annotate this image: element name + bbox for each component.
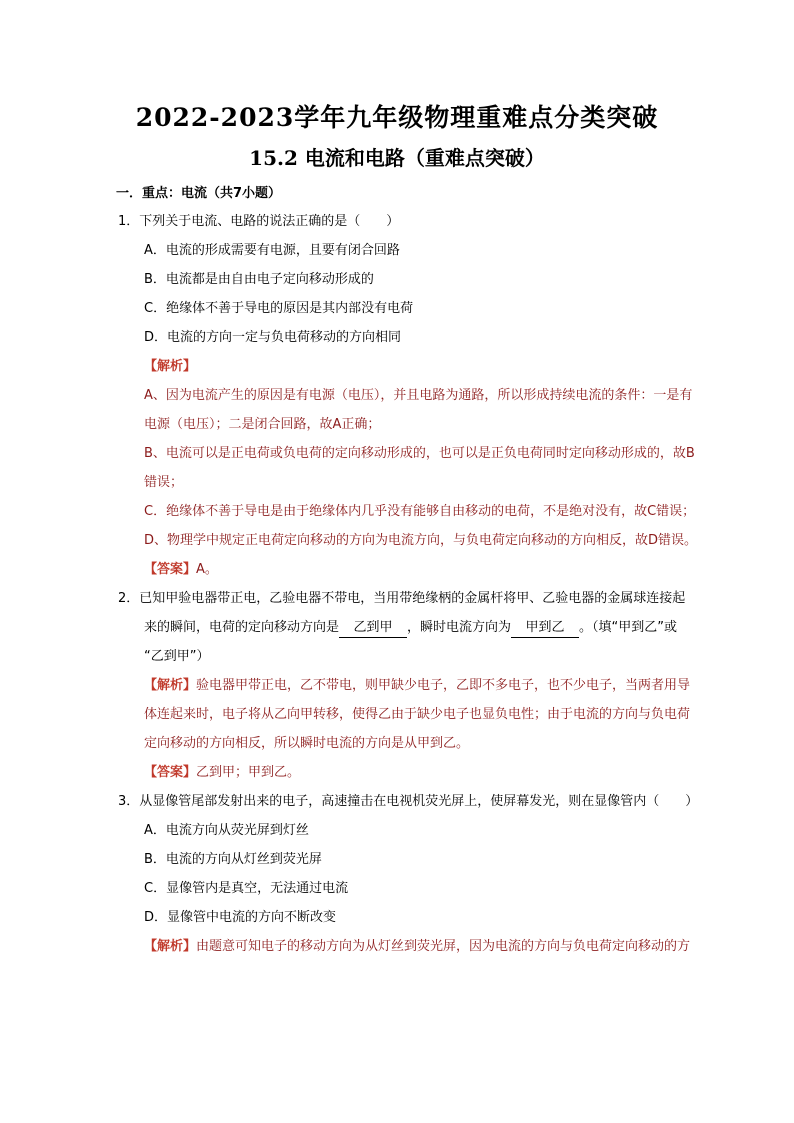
- question-3-option-c: C．显像管内是真空，无法通过电流: [144, 881, 349, 896]
- question-3-option-a: A．电流方向从荧光屏到灯丝: [144, 823, 309, 838]
- document-content: [118, 181, 698, 961]
- question-1-analysis-line: 错误；: [144, 475, 184, 490]
- question-1-option-a: A．电流的形成需要有电源，且要有闭合回路: [144, 243, 400, 258]
- question-3-option-d: D．显像管中电流的方向不断改变: [144, 910, 337, 925]
- question-2-analysis: 【解析】验电器甲带正电，乙不带电，则甲缺少电子，乙即不多电子，也不少电子，当两者用导: [144, 678, 691, 693]
- question-2-stem: 2．已知甲验电器带正电，乙验电器不带电，当用带绝缘柄的金属杆将甲、乙验电器的金属球连接起: [118, 591, 686, 606]
- question-1-option-c: C．绝缘体不善于导电的原因是其内部没有电荷: [144, 301, 414, 316]
- question-1-option-b: B．电流都是由自由电子定向移动形成的: [144, 272, 374, 287]
- question-1-analysis-line: A、因为电流产生的原因是有电源（电压），并且电路为通路，所以形成持续电流的条件：一是有: [144, 388, 693, 403]
- question-1-stem: 1．下列关于电流、电路的说法正确的是（ ）: [118, 214, 400, 229]
- question-1-analysis-line: 电源（电压）；二是闭合回路，故A正确；: [144, 417, 381, 432]
- question-3-stem: 3．从显像管尾部发射出来的电子，高速撞击在电视机荧光屏上，使屏幕发光，则在显像管内（ ）: [118, 794, 699, 809]
- question-1-analysis-line: C．绝缘体不善于导电是由于绝缘体内几乎没有能够自由移动的电荷，不是绝对没有，故C错误；: [144, 504, 696, 519]
- question-1-analysis-line: D、物理学中规定正电荷定向移动的方向为电流方向，与负电荷定向移动的方向相反，故D错误。: [144, 533, 698, 548]
- question-2-answer: 【答案】乙到甲；甲到乙。: [144, 765, 301, 780]
- question-2-stem-end: “乙到甲”）: [144, 649, 210, 664]
- document-title: 2022-2023学年九年级物理重难点分类突破: [135, 103, 659, 132]
- question-3-analysis: 【解析】由题意可知电子的移动方向为从灯丝到荧光屏，因为电流的方向与负电荷定向移动的方: [144, 939, 691, 954]
- question-1-option-d: D．电流的方向一定与负电荷移动的方向相同: [144, 330, 402, 345]
- question-2-blank-2: 甲到乙: [511, 619, 579, 638]
- question-1-analysis-line: B、电流可以是正电荷或负电荷的定向移动形成的，也可以是正负电荷同时定向移动形成的，故B: [144, 446, 695, 461]
- document-subtitle: 15.2 电流和电路（重难点突破）: [249, 146, 545, 170]
- question-3-option-b: B．电流的方向从灯丝到荧光屏: [144, 852, 322, 867]
- question-2-analysis-line: 定向移动的方向相反，所以瞬时电流的方向是从甲到乙。: [144, 736, 470, 751]
- question-1-answer: 【答案】A。: [144, 562, 218, 577]
- question-2-stem-cont: 来的瞬间，电荷的定向移动方向是 乙到甲 ，瞬时电流方向为 甲到乙 。（填“甲到乙”或: [118, 613, 698, 642]
- question-2-analysis-line: 体连起来时，电子将从乙向甲转移，使得乙由于缺少电子也显负电性；由于电流的方向与负电荷: [144, 707, 691, 722]
- section-heading: 一．重点：电流（共7小题）: [116, 186, 282, 201]
- question-1-analysis-tag: 【解析】: [144, 359, 197, 374]
- question-2-blank-1: 乙到甲: [339, 619, 407, 638]
